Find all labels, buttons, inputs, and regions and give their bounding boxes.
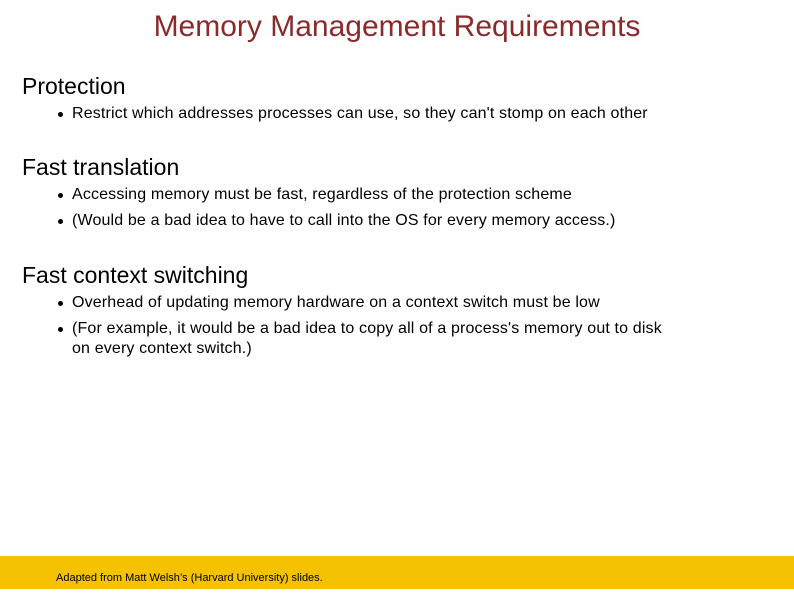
bullet-list — [22, 185, 782, 231]
bullet-text: (For example, it would be a bad idea to copy all of a process's memory out to disk on every context switch.) — [72, 320, 662, 357]
bullet-dot-icon — [58, 112, 63, 117]
bullet-list — [22, 293, 782, 359]
bullet-dot-icon — [58, 301, 63, 306]
bullet-item — [22, 104, 782, 124]
bullet-item — [22, 185, 782, 205]
footer-bar — [0, 556, 794, 589]
bullet-list — [22, 104, 782, 124]
footer-credit: Adapted from Matt Welsh’s (Harvard University) slides. — [56, 572, 323, 584]
bullet-dot-icon — [58, 327, 63, 332]
section-heading: Fast translation — [22, 154, 180, 180]
section-heading: Protection — [22, 73, 126, 99]
bullet-text: Accessing memory must be fast, regardless of the protection scheme — [72, 186, 572, 203]
section-fast-context-switching — [22, 261, 782, 365]
bullet-item — [22, 211, 782, 231]
section-fast-translation — [22, 153, 782, 237]
section-heading: Fast context switching — [22, 262, 249, 288]
bullet-text: (Would be a bad idea to have to call into the OS for every memory access.) — [72, 212, 616, 229]
bullet-item — [22, 319, 672, 359]
section-protection — [22, 72, 782, 130]
bullet-dot-icon — [58, 219, 63, 224]
slide-title: Memory Management Requirements — [153, 10, 641, 43]
bullet-item — [22, 293, 782, 313]
bullet-text: Restrict which addresses processes can use, so they can't stomp on each other — [72, 105, 648, 122]
bullet-dot-icon — [58, 193, 63, 198]
bullet-text: Overhead of updating memory hardware on a context switch must be low — [72, 294, 600, 311]
